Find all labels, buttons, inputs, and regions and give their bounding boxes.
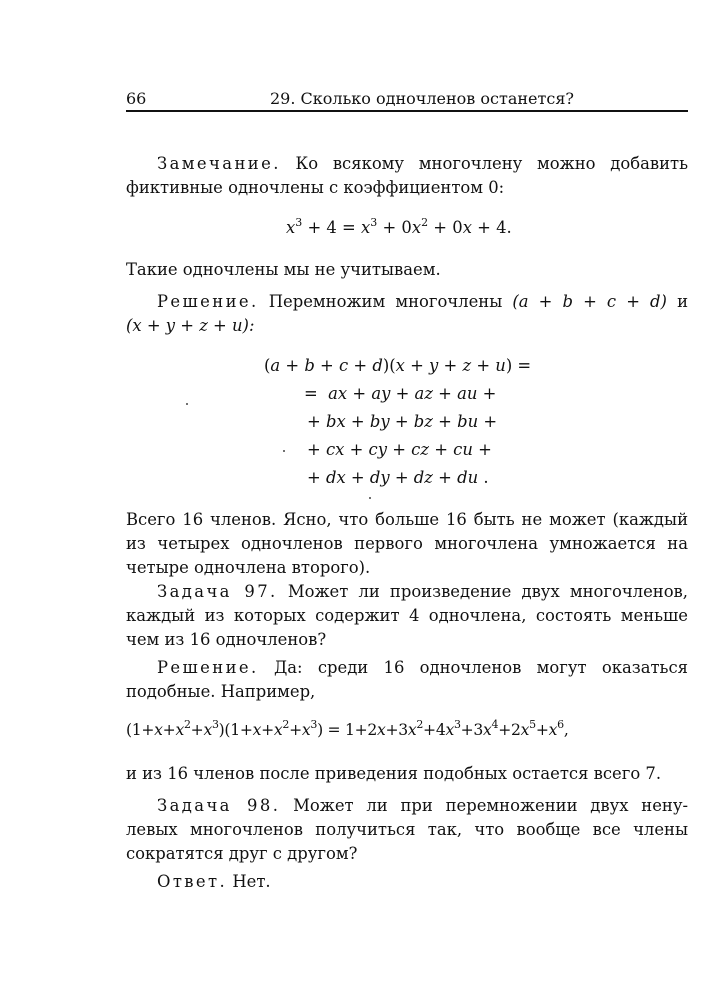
- page-header: [126, 88, 688, 110]
- running-title: 29. Сколько одночленов останется?: [270, 89, 574, 108]
- remark-line-1: Замечание. Ко всякому многочлену можно добавить: [157, 154, 688, 173]
- answer-label: Ответ.: [157, 872, 228, 891]
- remark-line-2: фиктивные одночлены с коэффициентом 0:: [126, 178, 505, 197]
- remark-after: Такие одночлены мы не учитываем.: [126, 260, 441, 279]
- task97-label: Задача 97.: [157, 582, 278, 601]
- speck: [369, 497, 371, 499]
- expansion-line-3: + bx + by + bz + bu +: [307, 412, 498, 431]
- solution2-line-1: Решение. Да: среди 16 одночленов могут оказаться: [157, 658, 688, 677]
- solution2-label: Решение.: [157, 658, 259, 677]
- speck: [186, 403, 188, 405]
- solution2-after: и из 16 членов после приведения подобных остается всего 7.: [126, 764, 662, 783]
- conclusion-line-1: Всего 16 членов. Ясно, что больше 16 быть не может (каждый: [126, 510, 688, 529]
- solution2-line-2: подобные. Например,: [126, 682, 316, 701]
- task98-label: Задача 98.: [157, 796, 281, 815]
- task98-line-3: сократятся друг с другом?: [126, 844, 358, 863]
- expansion-line-4: + cx + cy + cz + cu +: [307, 440, 492, 459]
- speck: [283, 450, 285, 452]
- remark-label: Замечание.: [157, 154, 281, 173]
- task97-line-1: Задача 97. Может ли произведение двух многочленов,: [157, 582, 688, 601]
- equation-product: $(1+x+x^2+x^3)(1+x+x^2+x^3) = 1+2x+3x^2+4x^3+3x^4+2x^5+x^6$,: [126, 718, 569, 739]
- conclusion-line-2: из четырех одночленов первого многочлена умножается на: [126, 534, 688, 553]
- solution1-line-1: Решение. Перемножим многочлены (a + b + c + d) и: [157, 292, 688, 311]
- expansion-line-5: + dx + dy + dz + du .: [307, 468, 489, 487]
- task97-line-3: чем из 16 одночленов?: [126, 630, 327, 649]
- solution1-line-2: (x + y + z + u):: [126, 316, 255, 335]
- header-rule: [126, 110, 688, 112]
- task98-line-1: Задача 98. Может ли при перемножении двух нену-: [157, 796, 689, 815]
- solution1-label: Решение.: [157, 292, 259, 311]
- page-number: 66: [126, 89, 147, 108]
- expansion-line-1: (a + b + c + d)(x + y + z + u) =: [264, 356, 532, 375]
- conclusion-line-3: четыре одночлена второго).: [126, 558, 371, 577]
- task98-line-2: левых многочленов получиться так, что вообще все члены: [126, 820, 688, 839]
- equation-fictive-monomials: $x^3 + 4 = x^3 + 0x^2 + 0x + 4$.: [286, 216, 512, 237]
- task97-line-2: каждый из которых содержит 4 одночлена, состоять меньше: [126, 606, 688, 625]
- expansion-line-2: = ax + ay + az + au +: [304, 384, 497, 403]
- answer-line: Ответ. Нет.: [157, 872, 271, 891]
